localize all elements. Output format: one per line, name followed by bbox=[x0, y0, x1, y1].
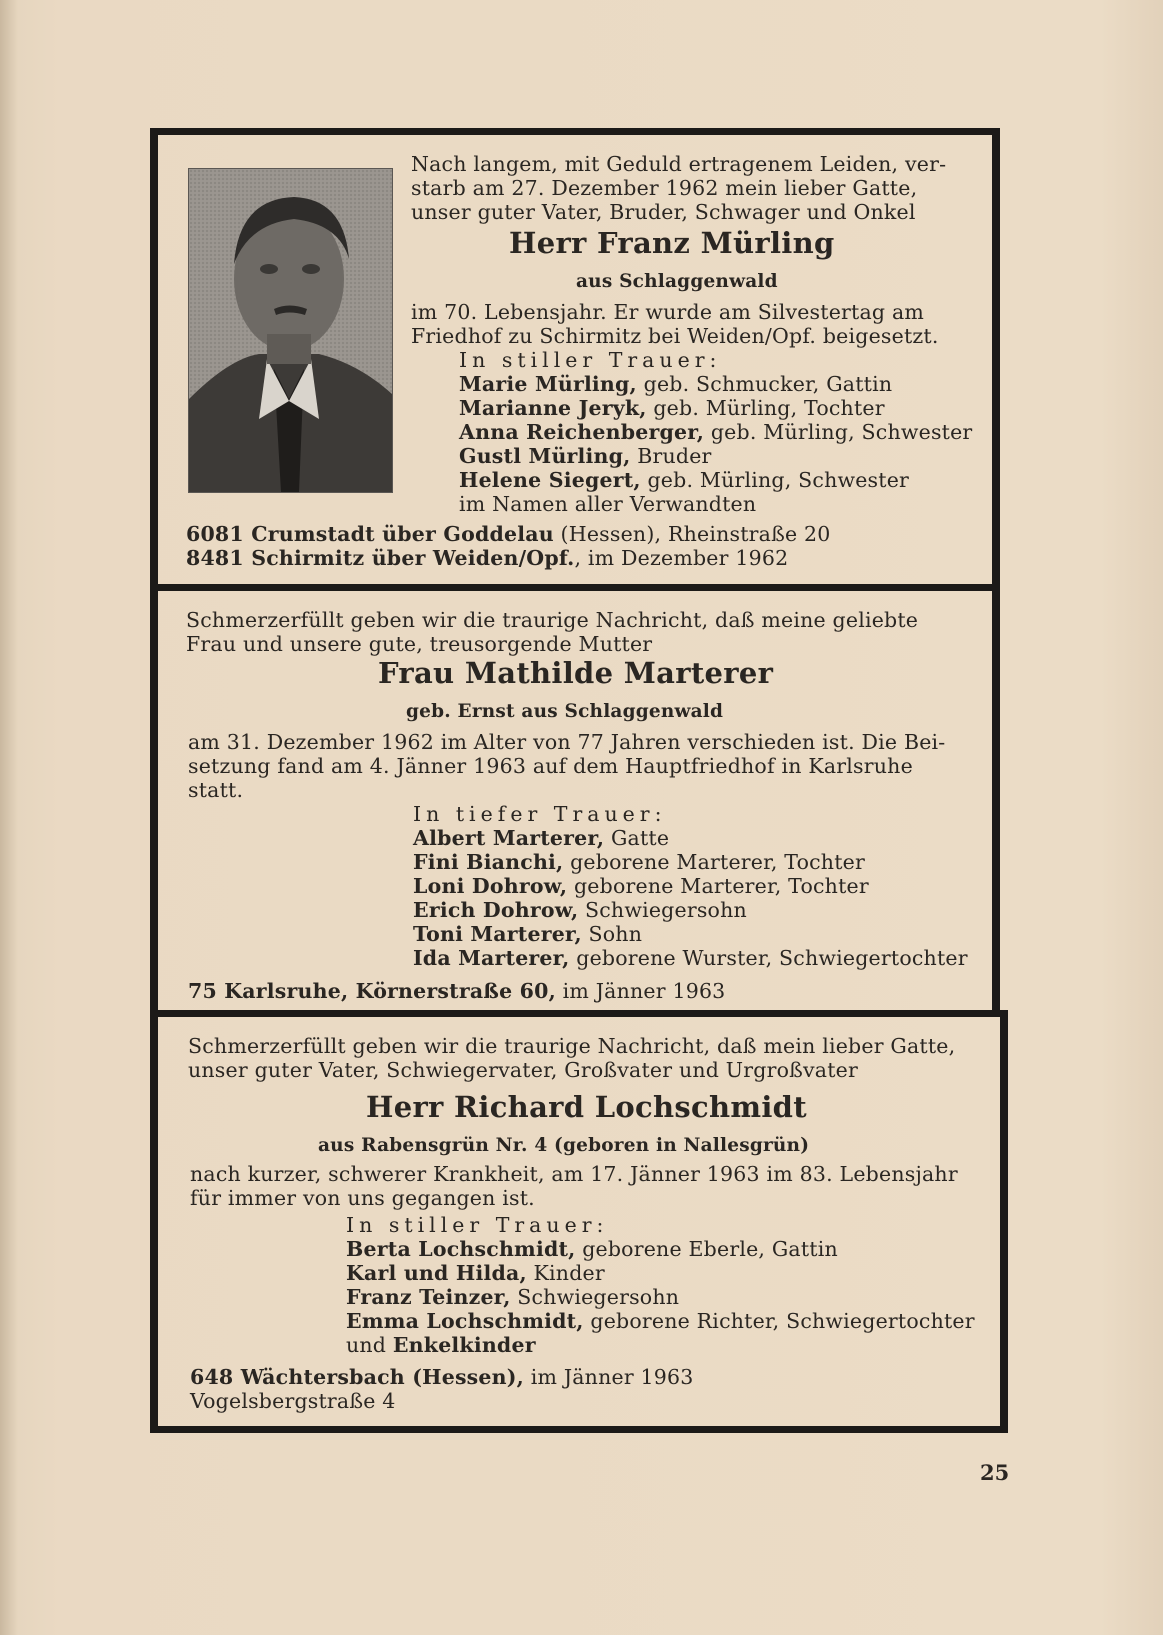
mourner-name: Emma Lochschmidt, bbox=[346, 1309, 584, 1333]
body-line: für immer von uns gegangen ist. bbox=[190, 1186, 535, 1210]
deceased-origin: aus Rabensgrün Nr. 4 (geboren in Nallesgrün) bbox=[318, 1135, 810, 1156]
mourner-relation: Bruder bbox=[630, 444, 712, 468]
address-rest: , im Dezember 1962 bbox=[574, 546, 789, 570]
page-number: 25 bbox=[980, 1460, 1010, 1485]
portrait-illustration bbox=[189, 169, 392, 492]
mourner-line bbox=[413, 922, 642, 946]
mourner-name: Anna Reichenberger, bbox=[459, 420, 705, 444]
intro-line: unser guter Vater, Schwiegervater, Großvater und Urgroßvater bbox=[188, 1058, 859, 1082]
deceased-origin: aus Schlaggenwald bbox=[576, 271, 778, 292]
mourner-line bbox=[459, 444, 712, 468]
mourner-relation: geb. Mürling, Schwester bbox=[640, 468, 910, 492]
address-bold: 648 Wächtersbach (Hessen), bbox=[190, 1365, 525, 1389]
mourner-name: Albert Marterer, bbox=[413, 826, 605, 850]
address-line bbox=[186, 546, 788, 570]
body-line: Friedhof zu Schirmitz bei Weiden/Opf. beigesetzt. bbox=[411, 324, 939, 348]
mourner-relation: Kinder bbox=[526, 1261, 605, 1285]
mourner-line bbox=[459, 468, 909, 492]
mourner-line bbox=[413, 898, 747, 922]
body-line: am 31. Dezember 1962 im Alter von 77 Jahren verschieden ist. Die Bei- bbox=[188, 730, 946, 754]
mourner-line bbox=[459, 372, 892, 396]
obituary-mathilde-marterer bbox=[150, 584, 1000, 1012]
mourner-line bbox=[413, 874, 869, 898]
mourner-name: Loni Dohrow, bbox=[413, 874, 568, 898]
mourner-relation: geborene Wurster, Schwiegertochter bbox=[569, 946, 968, 970]
address-line bbox=[188, 979, 725, 1003]
mourner-relation: geborene Marterer, Tochter bbox=[563, 850, 865, 874]
mourner-relation: geborene Richter, Schwiegertochter bbox=[583, 1309, 975, 1333]
mourner-name: Fini Bianchi, bbox=[413, 850, 564, 874]
mourner-line bbox=[413, 946, 968, 970]
obituary-franz-muerling bbox=[150, 128, 1000, 586]
mourner-relation: geb. Mürling, Schwester bbox=[704, 420, 973, 444]
mourner-line bbox=[459, 420, 972, 444]
mourner-name: Berta Lochschmidt, bbox=[346, 1237, 576, 1261]
body-line: setzung fand am 4. Jänner 1963 auf dem Hauptfriedhof in Karlsruhe bbox=[188, 754, 913, 778]
mourning-heading: In stiller Trauer: bbox=[346, 1213, 609, 1237]
mourner-name: Erich Dohrow, bbox=[413, 898, 579, 922]
address-rest: im Jänner 1963 bbox=[524, 1365, 694, 1389]
address-rest: (Hessen), Rheinstraße 20 bbox=[553, 522, 831, 546]
mourner-name: Franz Teinzer, bbox=[346, 1285, 511, 1309]
mourner-relation: und bbox=[346, 1333, 393, 1357]
mourner-name: Marie Mürling, bbox=[459, 372, 637, 396]
address-bold: 75 Karlsruhe, Körnerstraße 60, bbox=[188, 979, 556, 1003]
mourner-line bbox=[346, 1237, 838, 1261]
obituary-richard-lochschmidt bbox=[150, 1010, 1008, 1433]
address-line bbox=[186, 522, 831, 546]
intro-line: Schmerzerfüllt geben wir die traurige Nachricht, daß meine geliebte bbox=[186, 608, 919, 632]
address-line bbox=[190, 1365, 694, 1389]
intro-line: starb am 27. Dezember 1962 mein lieber Gatte, bbox=[411, 176, 918, 200]
deceased-name: Herr Richard Lochschmidt bbox=[366, 1090, 807, 1124]
mourner-line bbox=[346, 1261, 605, 1285]
mourner-line bbox=[459, 492, 756, 516]
mourning-heading: In tiefer Trauer: bbox=[413, 802, 667, 826]
mourner-relation: Schwiegersohn bbox=[510, 1285, 680, 1309]
intro-line: Schmerzerfüllt geben wir die traurige Nachricht, daß mein lieber Gatte, bbox=[188, 1034, 956, 1058]
intro-line: Nach langem, mit Geduld ertragenem Leiden, ver- bbox=[411, 152, 947, 176]
mourner-line bbox=[459, 396, 885, 420]
mourner-line bbox=[346, 1285, 679, 1309]
mourner-line bbox=[413, 850, 865, 874]
address-bold: 6081 Crumstadt über Goddelau bbox=[186, 522, 554, 546]
mourning-heading: In stiller Trauer: bbox=[459, 348, 722, 372]
mourner-line bbox=[413, 826, 669, 850]
intro-line: unser guter Vater, Bruder, Schwager und Onkel bbox=[411, 200, 916, 224]
body-line: statt. bbox=[188, 778, 244, 802]
mourner-relation: im Namen aller Verwandten bbox=[459, 492, 757, 516]
address-bold: 8481 Schirmitz über Weiden/Opf. bbox=[186, 546, 575, 570]
deceased-name: Herr Franz Mürling bbox=[509, 226, 835, 260]
mourner-name: Gustl Mürling, bbox=[459, 444, 631, 468]
body-line: nach kurzer, schwerer Krankheit, am 17. Jänner 1963 im 83. Lebensjahr bbox=[190, 1162, 958, 1186]
address-rest: Vogelsbergstraße 4 bbox=[190, 1389, 396, 1413]
mourner-name: Marianne Jeryk, bbox=[459, 396, 647, 420]
mourner-name: Ida Marterer, bbox=[413, 946, 570, 970]
address-line bbox=[190, 1389, 396, 1413]
mourner-line bbox=[346, 1333, 536, 1357]
mourner-relation: Schwiegersohn bbox=[578, 898, 747, 922]
address-rest: im Jänner 1963 bbox=[555, 979, 726, 1003]
body-line: im 70. Lebensjahr. Er wurde am Silvestertag am bbox=[411, 300, 925, 324]
mourner-relation: Sohn bbox=[581, 922, 643, 946]
intro-line: Frau und unsere gute, treusorgende Mutter bbox=[186, 632, 653, 656]
mourner-name: Helene Siegert, bbox=[459, 468, 641, 492]
mourner-relation: geborene Marterer, Tochter bbox=[567, 874, 869, 898]
mourner-line bbox=[346, 1309, 975, 1333]
mourner-relation: Gatte bbox=[604, 826, 670, 850]
mourner-name: Karl und Hilda, bbox=[346, 1261, 527, 1285]
mourner-relation: geb. Mürling, Tochter bbox=[646, 396, 885, 420]
mourner-relation: geborene Eberle, Gattin bbox=[575, 1237, 838, 1261]
deceased-name: Frau Mathilde Marterer bbox=[378, 656, 774, 690]
mourner-name: Toni Marterer, bbox=[413, 922, 582, 946]
deceased-origin: geb. Ernst aus Schlaggenwald bbox=[406, 701, 724, 722]
mourner-name: Enkelkinder bbox=[392, 1333, 536, 1357]
mourner-relation: geb. Schmucker, Gattin bbox=[636, 372, 893, 396]
portrait-photo bbox=[188, 168, 393, 493]
